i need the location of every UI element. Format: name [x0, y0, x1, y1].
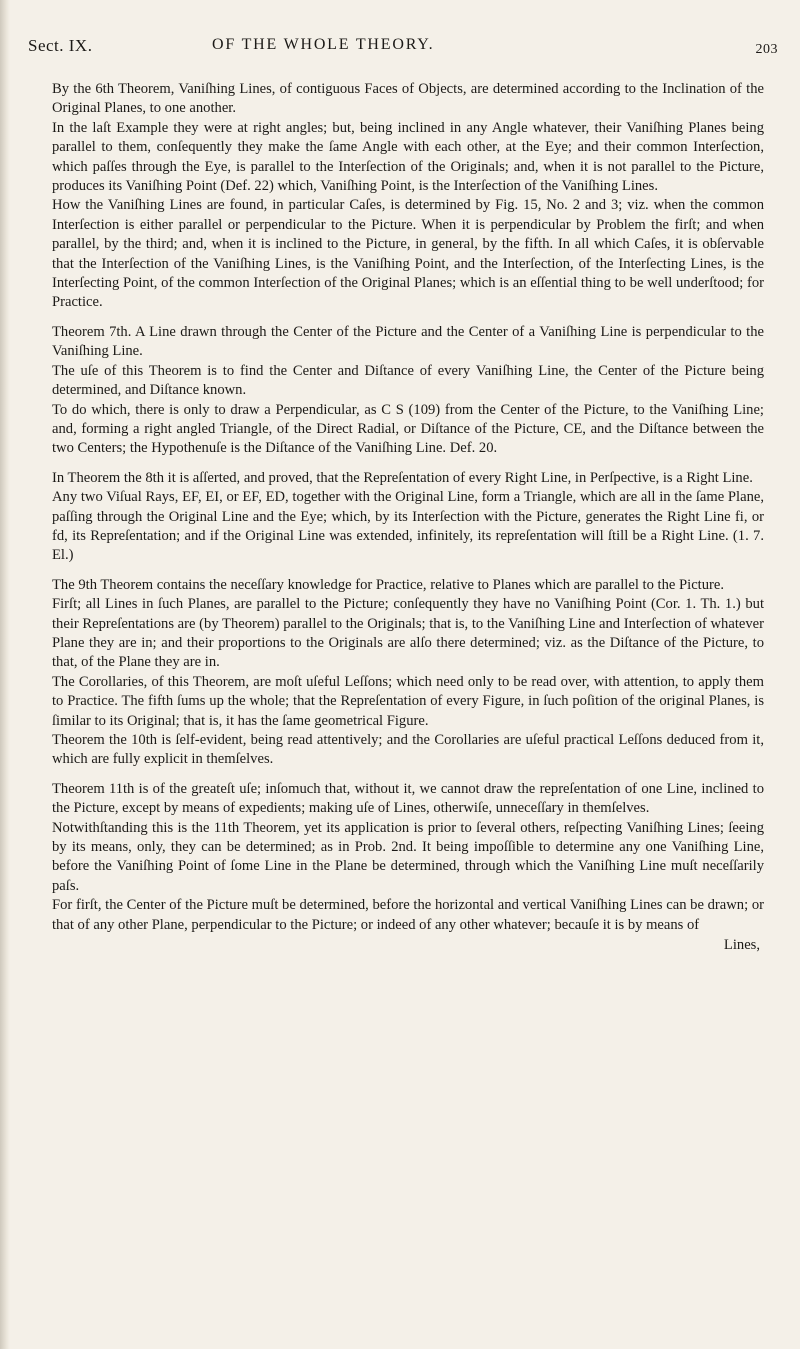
paragraph: The 9th Theorem contains the neceſſary knowledge for Practice, relative to Planes which are parallel to the Picture. — [52, 576, 725, 593]
section-label: Sect. IX. — [28, 36, 93, 55]
page-number: 203 — [755, 42, 778, 57]
running-title: OF THE WHOLE THEORY. — [212, 36, 435, 53]
paragraph: Theorem 11th is of the greateſt uſe; inſomuch that, without it, we cannot draw the repreſentation of one Line, inclined to the Picture, except by means of expedients; making uſe of Lines, otherwiſe, unneceſſary in themſelves. — [52, 780, 764, 817]
running-header — [28, 36, 780, 76]
paragraph-text: For firſt, the Center of the Picture muſt be determined, before the horizontal and vertical Vaniſhing Lines can be drawn; or that of any other Plane, perpendicular to the Picture; or indeed of any other whatever; becauſe it is by means of — [52, 897, 764, 933]
paragraph: The Corollaries, of this Theorem, are moſt uſeful Leſſons; which need only to be read over, with attention, to apply them to Practice. The fifth ſums up the whole; that the Repreſentation of every Figure, in ſuch poſition of the original Planes, is ſimilar to its Original; that is, it has the ſame geometrical Figure. — [52, 673, 764, 729]
paragraph — [52, 896, 764, 935]
paragraph: Firſt; all Lines in ſuch Planes, are parallel to the Picture; conſequently they have no Vaniſhing Point (Cor. 1. Th. 1.) but their Repreſentations are (by Theorem) parallel to the Originals; that is, to the Vaniſhing Line and Interſection of whatever Plane they are in; and their proportions to the Originals are alſo there determined; viz. as the Diſtance of the Picture, to that, of the Plane they are in. — [52, 596, 764, 671]
page-binding-shadow — [0, 0, 10, 1349]
body-text — [52, 80, 764, 935]
paragraph: Theorem 7th. A Line drawn through the Center of the Picture and the Center of a Vaniſhing Line is perpendicular to the Vaniſhing Line. — [52, 323, 764, 360]
paragraph: To do which, there is only to draw a Perpendicular, as C S (109) from the Center of the Picture, to the Vaniſhing Line; and, forming a right angled Triangle, of the Direct Radial, or Diſtance of the Picture, CE, and the Diſtance between the two Centers; the Hypothenuſe is the Diſtance of the Vaniſhing Line. Def. 20. — [52, 401, 764, 457]
paragraph: Theorem the 10th is ſelf-evident, being read attentively; and the Corollaries are uſeful practical Leſſons deduced from it, which are fully explicit in themſelves. — [52, 732, 764, 768]
paragraph: In Theorem the 8th it is aſſerted, and proved, that the Repreſentation of every Right Line, in Perſpective, is a Right Line. — [52, 469, 753, 486]
paragraph: The uſe of this Theorem is to find the Center and Diſtance of every Vaniſhing Line, the Center of the Picture being determined, and Diſtance known. — [52, 362, 764, 399]
catchword: Lines, — [723, 937, 760, 953]
paragraph: How the Vaniſhing Lines are found, in particular Caſes, is determined by Fig. 15, No. 2 and 3; viz. when the common Interſection is either parallel or perpendicular to the Picture. When it is perpendicular by Problem the firſt; and when parallel, by the third; and, when it is inclined to the Picture, in general, by the fifth. In all which Caſes, it is obſervable that the Interſection of the Vaniſhing Lines, is the Vaniſhing Point, and the Interſection, of the Interſecting Lines, is the Interſecting Point, of the common Interſection of the Original Planes; which is an eſſential thing to be well underſtood; for Practice. — [52, 197, 764, 311]
paragraph: Notwithſtanding this is the 11th Theorem, yet its application is prior to ſeveral others, reſpecting Vaniſhing Lines; ſeeing by its means, only, they can be determined; as in Prob. 2nd. It being impoſſible to determine any one Vaniſhing Line, before the Vaniſhing Point of ſome Line in the Plane be determined, through which the Vaniſhing Line muſt neceſſarily paſs. — [52, 819, 764, 894]
paragraph: Any two Viſual Rays, EF, EI, or EF, ED, together with the Original Line, form a Triangle, which are all in the ſame Plane, paſſing through the Original Line and the Eye; which, by its Interſection with the Picture, generates the Right Line fi, or fd, its Repreſentation; and if the Original Line was extended, infinitely, its repreſentation will ſtill be a Right Line. (1. 7. El.) — [52, 489, 764, 564]
paragraph: In the laſt Example they were at right angles; but, being inclined in any Angle whatever, their Vaniſhing Planes being parallel to them, conſequently they make the ſame Angle with each other, at the Eye; and their common Interſection, which paſſes through the Eye, is parallel to the Interſection of the Originals; and, when it is not parallel to the Picture, produces its Vaniſhing Point (Def. 22) which, Vaniſhing Point, is the Interſection of the Vaniſhing Lines. — [52, 119, 764, 195]
paragraph: By the 6th Theorem, Vaniſhing Lines, of contiguous Faces of Objects, are determined according to the Inclination of the Original Planes, to one another. — [52, 81, 764, 117]
